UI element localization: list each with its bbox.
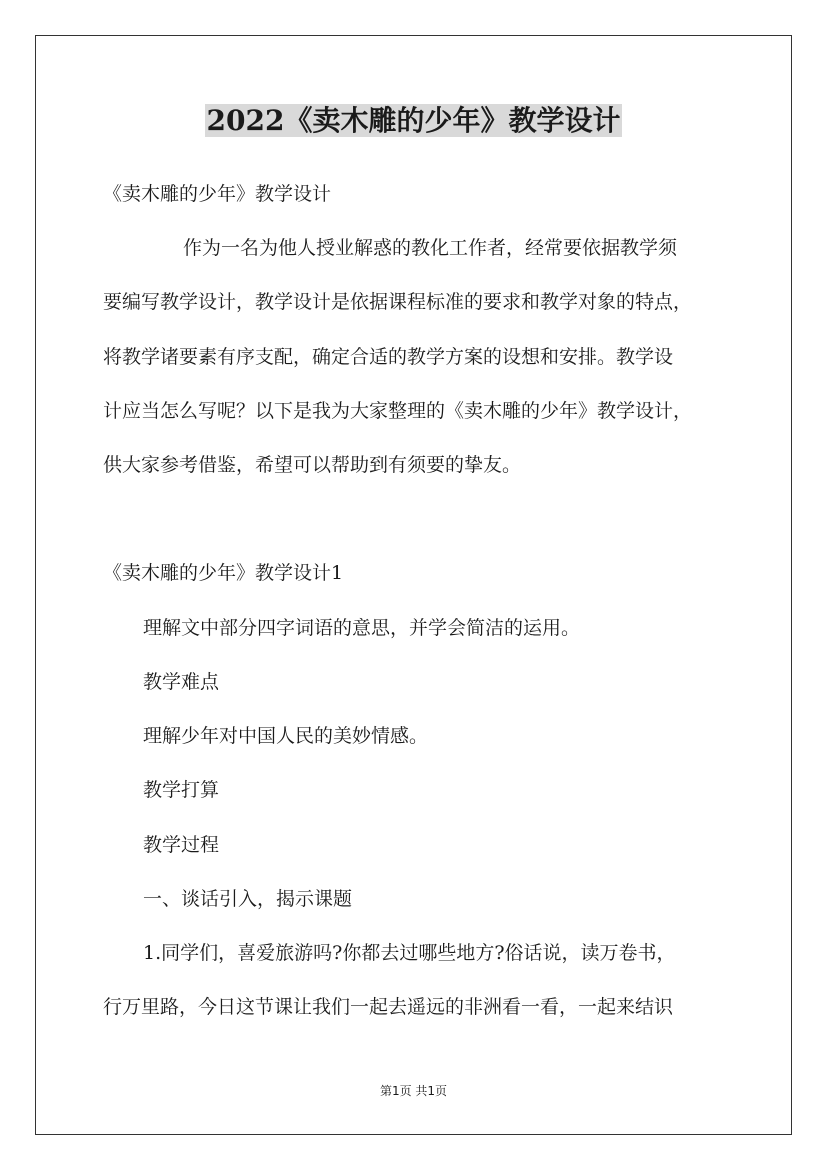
section-heading-1: 《卖木雕的少年》教学设计1 — [103, 562, 344, 584]
subtitle-line: 《卖木雕的少年》教学设计 — [103, 183, 332, 205]
body-line-objective: 理解文中部分四字词语的意思，并学会简洁的运用。 — [143, 617, 581, 639]
body-line-preparation: 教学打算 — [143, 779, 220, 801]
intro-line-3: 将教学诸要素有序支配，确定合适的教学方案的设想和安排。教学设 — [103, 346, 674, 368]
intro-line-5: 供大家参考借鉴，希望可以帮助到有须要的挚友。 — [103, 454, 522, 476]
body-line-difficulty-heading: 教学难点 — [143, 671, 220, 693]
body-line-step-1: 一、谈话引入，揭示课题 — [143, 888, 353, 910]
document-title-text: 2022《卖木雕的少年》教学设计 — [206, 104, 621, 137]
body-line-question-2: 行万里路，今日这节课让我们一起去遥远的非洲看一看，一起来结识 — [103, 996, 674, 1018]
intro-line-2: 要编写教学设计，教学设计是依据课程标准的要求和教学对象的特点， — [103, 291, 693, 313]
body-line-question-1: 1.同学们，喜爱旅游吗?你都去过哪些地方?俗话说，读万卷书， — [143, 942, 676, 964]
intro-line-4: 计应当怎么写呢？以下是我为大家整理的《卖木雕的少年》教学设计， — [103, 400, 693, 422]
document-title — [0, 102, 827, 140]
intro-line-1: 作为一名为他人授业解惑的教化工作者，经常要依据教学须 — [183, 237, 678, 259]
page-footer: 第1页 共1页 — [379, 1084, 448, 1098]
body-line-difficulty: 理解少年对中国人民的美妙情感。 — [143, 725, 429, 747]
body-line-process: 教学过程 — [143, 834, 220, 856]
